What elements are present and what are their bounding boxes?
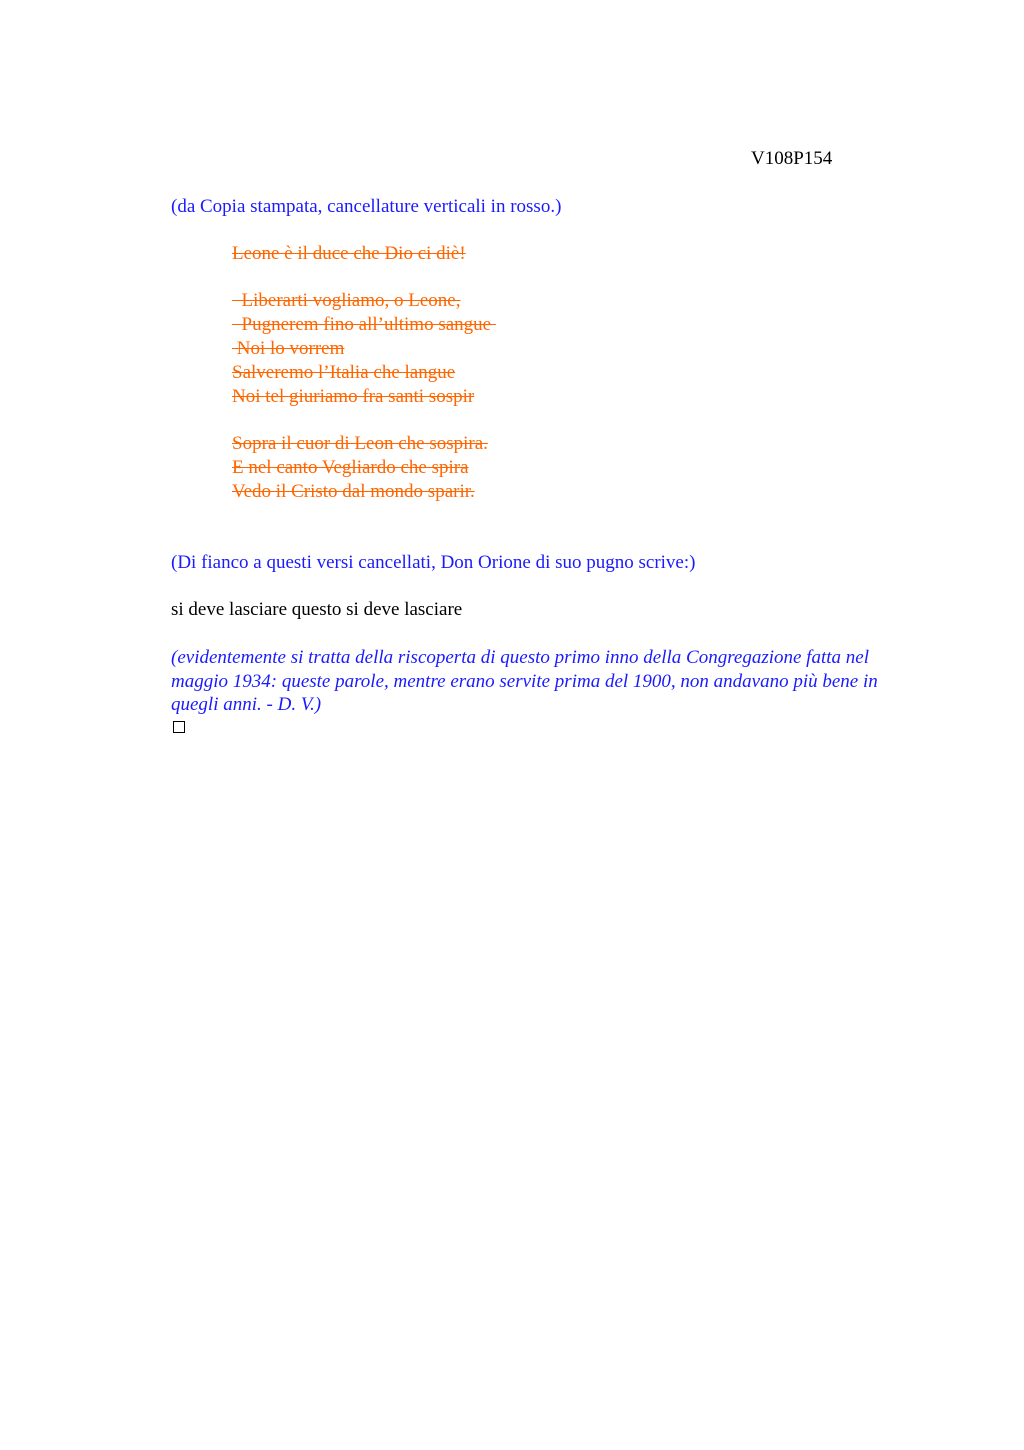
stanza-gap [232, 409, 496, 432]
end-square-icon [173, 721, 185, 733]
verse-line: Noi tel giuriamo fra santi sospir [232, 386, 475, 407]
handwritten-note: si deve lasciare questo si deve lasciare [171, 599, 463, 620]
verse-line: Sopra il cuor di Leon che sospira. [232, 433, 488, 454]
verse-line: Vedo il Cristo dal mondo sparir. [232, 481, 475, 502]
page-id: V108P154 [751, 148, 833, 169]
verse-line: Liberarti vogliamo, o Leone, [232, 290, 461, 311]
verse-line: Noi lo vorrem [232, 338, 345, 359]
editor-note-top: (da Copia stampata, cancellature verticali in rosso.) [171, 196, 562, 217]
struck-verses [232, 242, 496, 504]
verse-line: Pugnerem fino all’ultimo sangue [232, 314, 496, 335]
verse-line: Leone è il duce che Dio ci diè! [232, 243, 466, 264]
verse-line: Salveremo l’Italia che langue [232, 362, 456, 383]
verse-line: E nel canto Vegliardo che spira [232, 457, 469, 478]
editor-note-side: (Di fianco a questi versi cancellati, Don Orione di suo pugno scrive:) [171, 552, 696, 573]
stanza-gap [232, 266, 496, 289]
editor-commentary: (evidentemente si tratta della riscoperta di questo primo inno della Congregazione fatta nel maggio 1934: queste parole, mentre erano servite prima del 1900, non andavano più bene in quegli anni. - D. V.) [171, 647, 878, 715]
